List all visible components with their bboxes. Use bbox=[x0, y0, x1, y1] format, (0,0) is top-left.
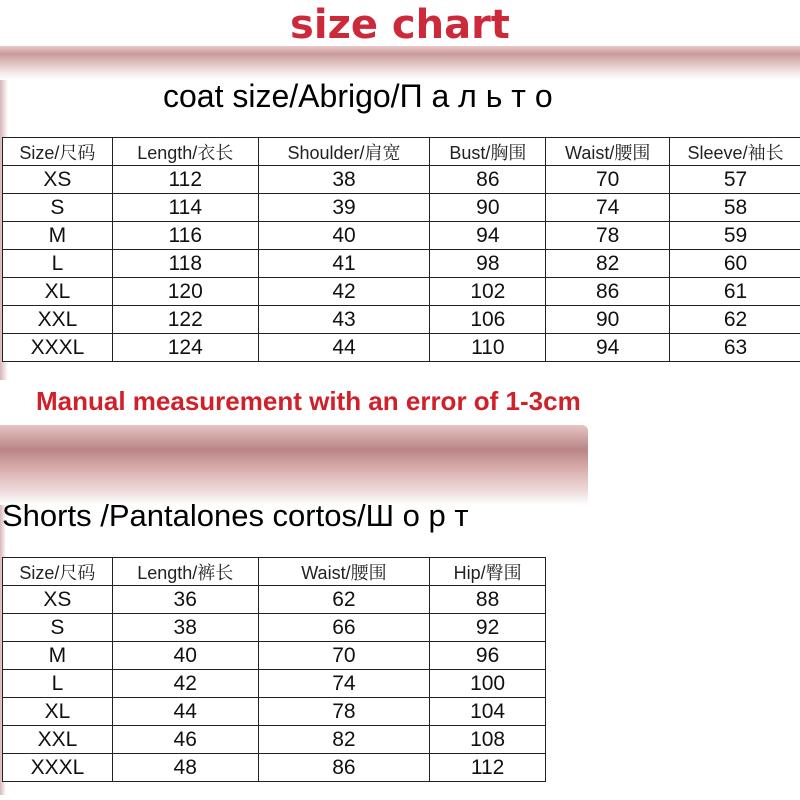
coat-header-waist: Waist/腰围 bbox=[546, 138, 670, 166]
shorts-table-row bbox=[3, 698, 546, 726]
coat-size-table bbox=[2, 137, 800, 362]
coat-table-row bbox=[3, 194, 800, 222]
coat-table-cell: 44 bbox=[258, 334, 430, 362]
shorts-table-cell: 36 bbox=[112, 586, 258, 614]
shorts-header-size: Size/尺码 bbox=[3, 558, 113, 586]
shorts-table-cell: 112 bbox=[430, 754, 546, 782]
shorts-table-cell: 40 bbox=[112, 642, 258, 670]
coat-table-cell: 120 bbox=[112, 278, 258, 306]
coat-table-cell: 112 bbox=[112, 166, 258, 194]
shorts-table-cell: 48 bbox=[112, 754, 258, 782]
coat-table-cell: 61 bbox=[670, 278, 800, 306]
coat-table-cell: 110 bbox=[430, 334, 546, 362]
shorts-table-cell: 38 bbox=[112, 614, 258, 642]
shorts-table-cell: 96 bbox=[430, 642, 546, 670]
coat-table-cell: 98 bbox=[430, 250, 546, 278]
coat-section-heading: coat size/Abrigo/П а л ь т о bbox=[163, 78, 553, 114]
shorts-table-cell: XL bbox=[3, 698, 113, 726]
coat-table-cell: 57 bbox=[670, 166, 800, 194]
shorts-header-length: Length/裤长 bbox=[112, 558, 258, 586]
shorts-table-cell: 88 bbox=[430, 586, 546, 614]
coat-table-row bbox=[3, 278, 800, 306]
decorative-band-top bbox=[0, 46, 800, 72]
shorts-table-cell: 66 bbox=[258, 614, 430, 642]
coat-table-cell: 114 bbox=[112, 194, 258, 222]
coat-table-cell: 82 bbox=[546, 250, 670, 278]
shorts-table-cell: 62 bbox=[258, 586, 430, 614]
coat-table-cell: 94 bbox=[430, 222, 546, 250]
coat-table-cell: 116 bbox=[112, 222, 258, 250]
decorative-band-middle bbox=[0, 425, 588, 495]
coat-header-sleeve: Sleeve/袖长 bbox=[670, 138, 800, 166]
coat-table-cell: 124 bbox=[112, 334, 258, 362]
coat-table-cell: 43 bbox=[258, 306, 430, 334]
coat-header-shoulder: Shoulder/肩宽 bbox=[258, 138, 430, 166]
coat-table-cell: M bbox=[3, 222, 113, 250]
coat-table-cell: 86 bbox=[546, 278, 670, 306]
coat-table-row bbox=[3, 166, 800, 194]
shorts-table-row bbox=[3, 642, 546, 670]
coat-table-row bbox=[3, 306, 800, 334]
coat-table-cell: 39 bbox=[258, 194, 430, 222]
shorts-table-cell: XS bbox=[3, 586, 113, 614]
shorts-header-hip: Hip/臀围 bbox=[430, 558, 546, 586]
coat-table-cell: 90 bbox=[546, 306, 670, 334]
coat-table-cell: 106 bbox=[430, 306, 546, 334]
coat-table-header-row bbox=[3, 138, 800, 166]
shorts-table-cell: 42 bbox=[112, 670, 258, 698]
coat-table-cell: 86 bbox=[430, 166, 546, 194]
shorts-table-row bbox=[3, 754, 546, 782]
shorts-table-cell: 86 bbox=[258, 754, 430, 782]
coat-table-cell: 90 bbox=[430, 194, 546, 222]
coat-header-length: Length/衣长 bbox=[112, 138, 258, 166]
shorts-table-cell: S bbox=[3, 614, 113, 642]
coat-table-cell: XS bbox=[3, 166, 113, 194]
coat-table-cell: XXL bbox=[3, 306, 113, 334]
coat-table-row bbox=[3, 222, 800, 250]
coat-table-cell: 118 bbox=[112, 250, 258, 278]
shorts-table-cell: M bbox=[3, 642, 113, 670]
coat-table-cell: 70 bbox=[546, 166, 670, 194]
coat-table-cell: 74 bbox=[546, 194, 670, 222]
shorts-table-cell: 44 bbox=[112, 698, 258, 726]
shorts-table-header-row bbox=[3, 558, 546, 586]
shorts-section-heading: Shorts /Pantalones cortos/Ш о р т bbox=[2, 498, 469, 533]
coat-header-bust: Bust/胸围 bbox=[430, 138, 546, 166]
shorts-table-cell: 70 bbox=[258, 642, 430, 670]
shorts-table-row bbox=[3, 726, 546, 754]
coat-table-cell: 94 bbox=[546, 334, 670, 362]
shorts-table-cell: 46 bbox=[112, 726, 258, 754]
shorts-table-cell: 82 bbox=[258, 726, 430, 754]
shorts-table-row bbox=[3, 586, 546, 614]
coat-table-cell: 42 bbox=[258, 278, 430, 306]
shorts-table-cell: 104 bbox=[430, 698, 546, 726]
coat-table-cell: 41 bbox=[258, 250, 430, 278]
coat-table-cell: 38 bbox=[258, 166, 430, 194]
coat-table-cell: 102 bbox=[430, 278, 546, 306]
shorts-table-cell: L bbox=[3, 670, 113, 698]
page-title: size chart bbox=[290, 2, 510, 48]
coat-table-cell: 40 bbox=[258, 222, 430, 250]
shorts-table-cell: 100 bbox=[430, 670, 546, 698]
shorts-table-cell: XXXL bbox=[3, 754, 113, 782]
shorts-table-row bbox=[3, 670, 546, 698]
coat-table-cell: 58 bbox=[670, 194, 800, 222]
coat-table-cell: 62 bbox=[670, 306, 800, 334]
shorts-table-cell: 74 bbox=[258, 670, 430, 698]
coat-table-cell: 78 bbox=[546, 222, 670, 250]
shorts-table-row bbox=[3, 614, 546, 642]
coat-table-cell: XXXL bbox=[3, 334, 113, 362]
measurement-note: Manual measurement with an error of 1-3cm bbox=[36, 386, 581, 416]
coat-header-size: Size/尺码 bbox=[3, 138, 113, 166]
coat-table-cell: L bbox=[3, 250, 113, 278]
shorts-header-waist: Waist/腰围 bbox=[258, 558, 430, 586]
shorts-size-table bbox=[2, 557, 546, 782]
shorts-table-cell: XXL bbox=[3, 726, 113, 754]
shorts-table-cell: 108 bbox=[430, 726, 546, 754]
coat-table-cell: S bbox=[3, 194, 113, 222]
coat-table-row bbox=[3, 250, 800, 278]
coat-table-cell: 63 bbox=[670, 334, 800, 362]
shorts-table-cell: 92 bbox=[430, 614, 546, 642]
shorts-table-cell: 78 bbox=[258, 698, 430, 726]
coat-table-cell: 122 bbox=[112, 306, 258, 334]
coat-table-cell: 59 bbox=[670, 222, 800, 250]
coat-table-row bbox=[3, 334, 800, 362]
coat-table-cell: XL bbox=[3, 278, 113, 306]
coat-table-cell: 60 bbox=[670, 250, 800, 278]
